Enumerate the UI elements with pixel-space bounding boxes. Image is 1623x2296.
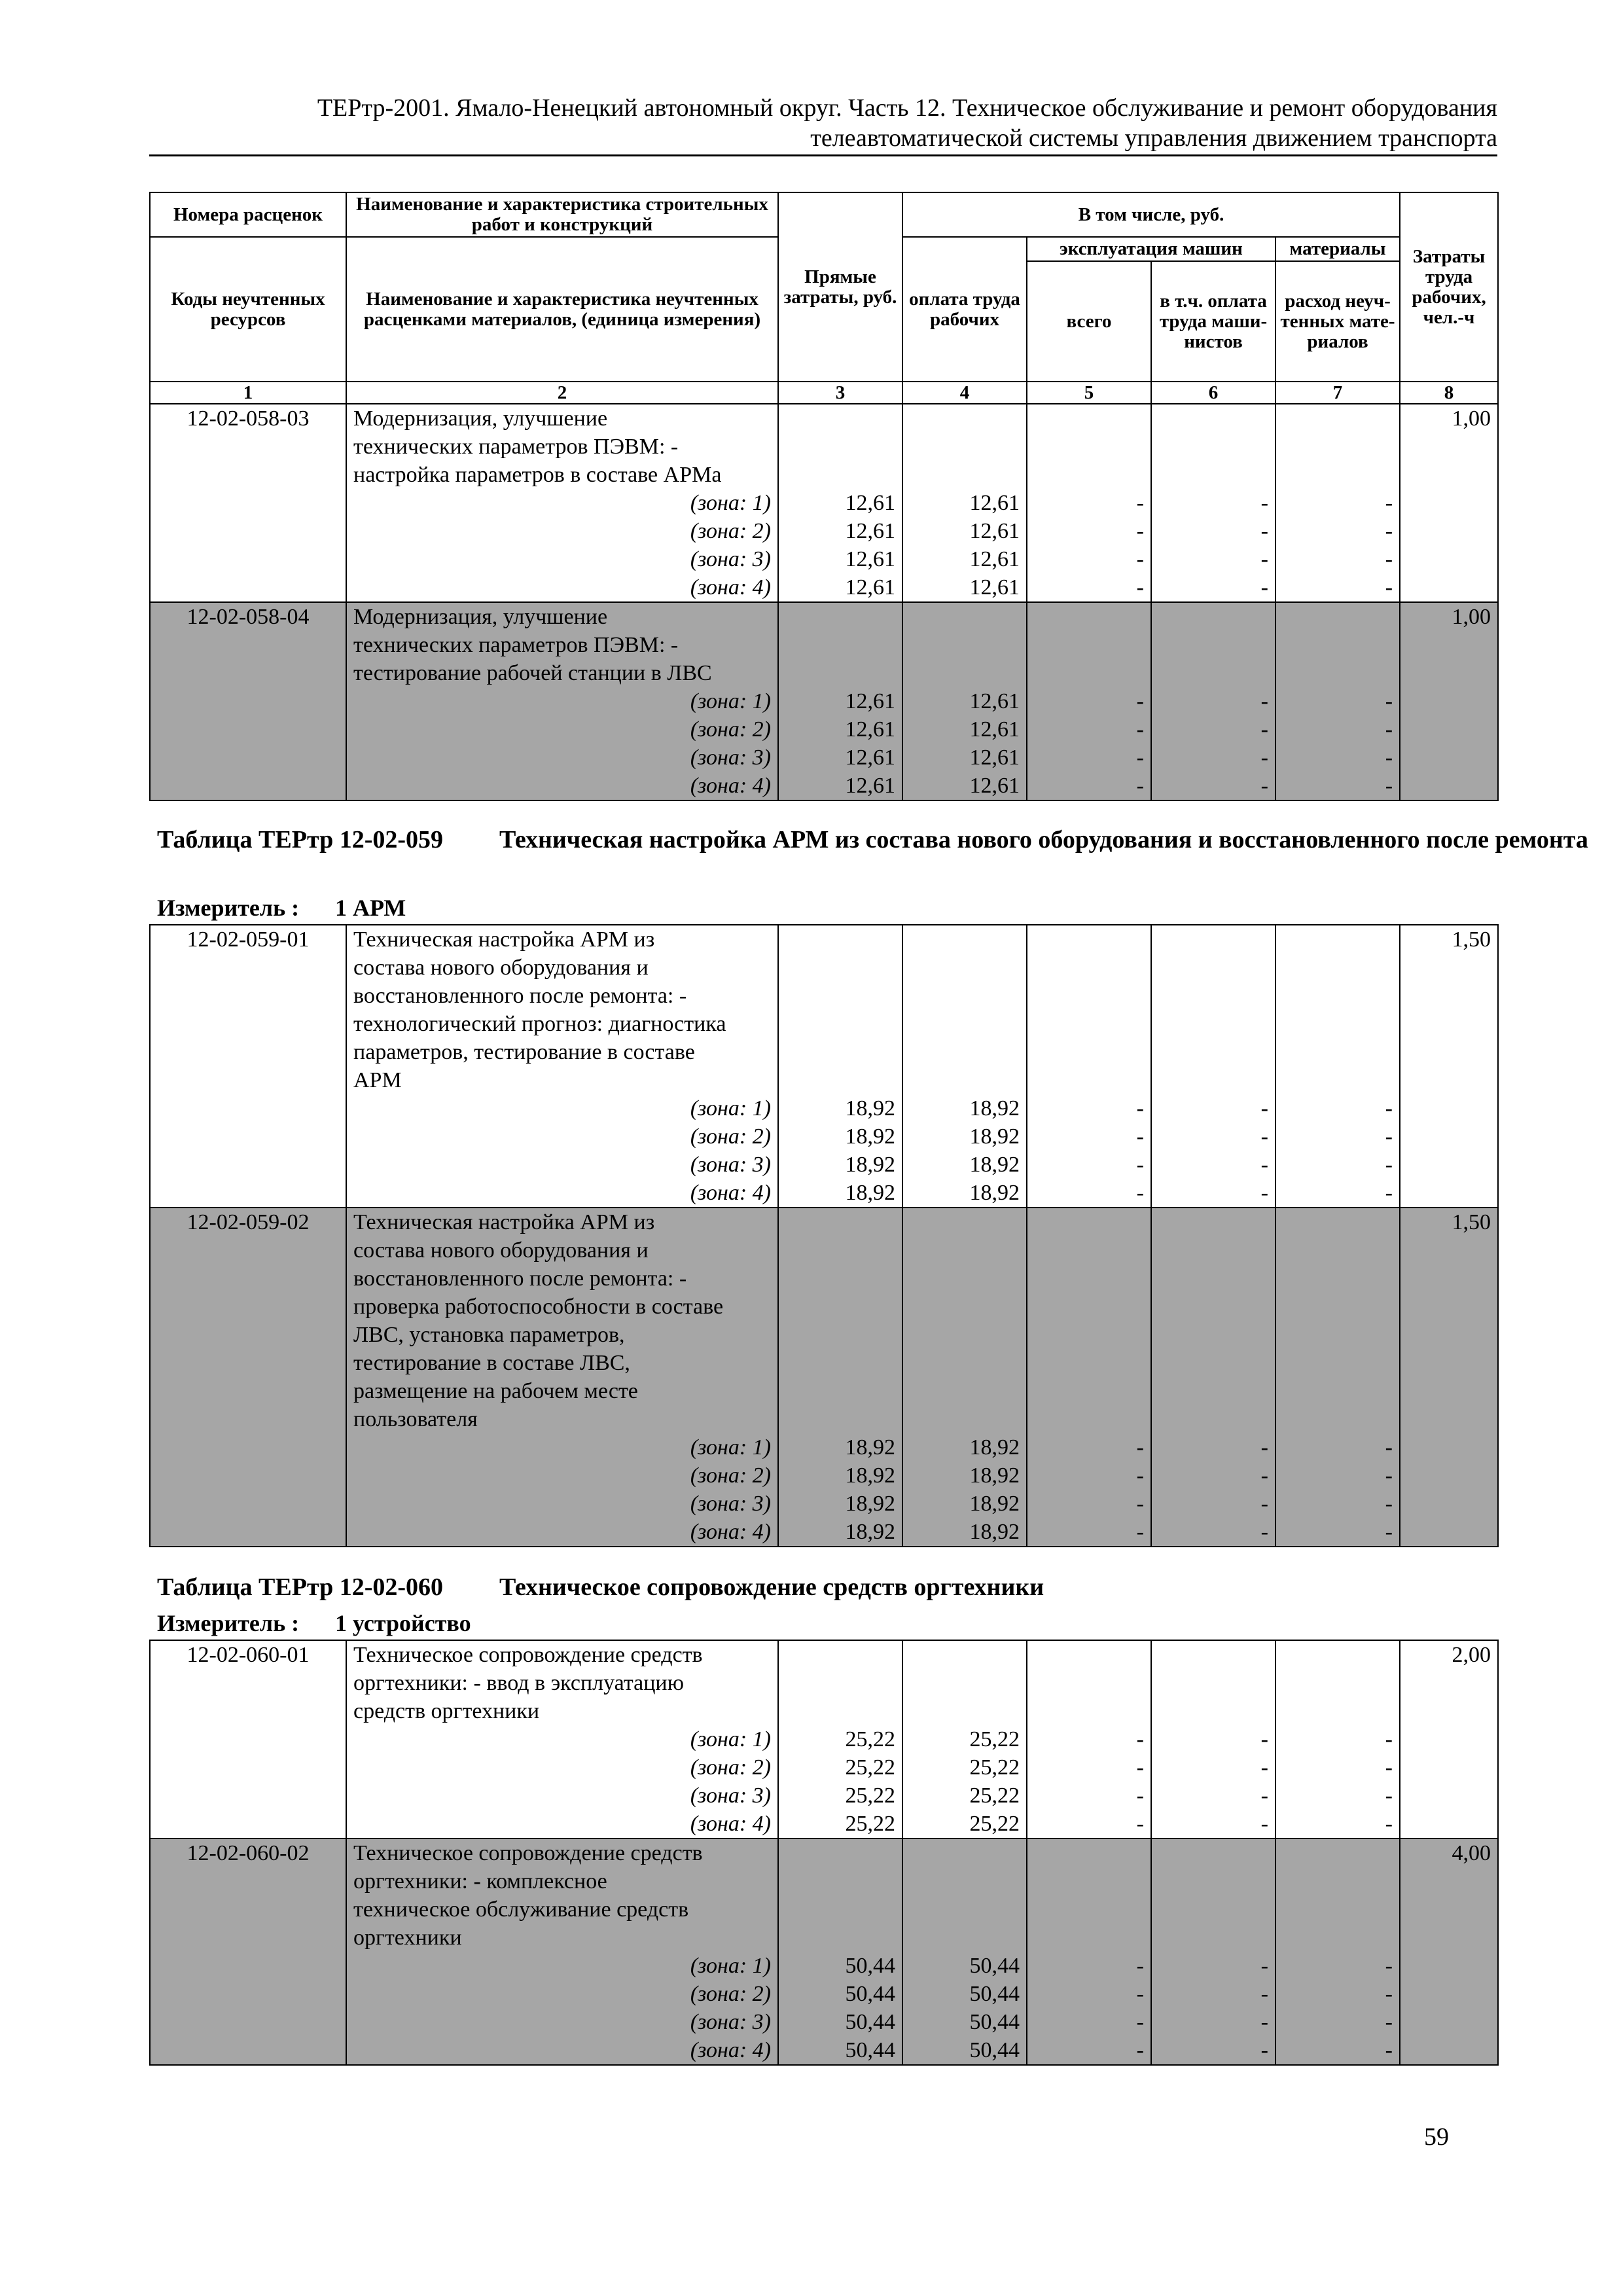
unaccounted-materials-value: - — [1385, 519, 1393, 543]
rate-code: 12-02-058-03 — [150, 404, 346, 602]
machines-total-value: - — [1136, 1727, 1144, 1751]
operator-wages-value: - — [1260, 491, 1268, 515]
description-line: Техническое сопровождение средств — [353, 1643, 703, 1667]
zone-label: (зона: 4) — [690, 575, 771, 600]
operator-wages-value: - — [1260, 547, 1268, 571]
col-number: 6 — [1151, 382, 1275, 404]
rates-table-059 — [149, 924, 1499, 1547]
direct-cost-value: 12,61 — [845, 745, 895, 770]
direct-cost-value: 25,22 — [845, 1784, 895, 1808]
description-line: состава нового оборудования и — [353, 956, 649, 980]
machines-total — [1027, 602, 1151, 800]
col-materials-name-header: Наименование и характеристика неучтенных расценками материалов, (единица измерения) — [346, 237, 778, 382]
table-row — [150, 602, 1498, 800]
worker-wages-value: 18,92 — [969, 1463, 1020, 1488]
worker-wages-value: 25,22 — [969, 1727, 1020, 1751]
zone-label: (зона: 4) — [690, 1181, 771, 1205]
unaccounted-materials — [1275, 925, 1400, 1208]
operator-wages-value: - — [1260, 1096, 1268, 1121]
machines-total-value: - — [1136, 1463, 1144, 1488]
unaccounted-materials — [1275, 602, 1400, 800]
description-line: восстановленного после ремонта: - — [353, 1266, 687, 1291]
direct-cost-value: 12,61 — [845, 689, 895, 713]
operator-wages-value: - — [1260, 1435, 1268, 1460]
page-header — [149, 93, 1497, 156]
direct-cost — [778, 602, 902, 800]
unaccounted-materials-value: - — [1385, 2038, 1393, 2062]
unaccounted-materials-value: - — [1385, 1463, 1393, 1488]
unaccounted-materials-value: - — [1385, 547, 1393, 571]
table-060-label: Таблица ТЕРтр 12-02-060 — [157, 1573, 444, 1601]
description-line: оргтехники — [353, 1926, 462, 1950]
direct-cost-value: 12,61 — [845, 547, 895, 571]
operator-wages-value: - — [1260, 1124, 1268, 1149]
machines-total-value: - — [1136, 1982, 1144, 2006]
unaccounted-materials-value: - — [1385, 1124, 1393, 1149]
direct-cost-value: 18,92 — [845, 1096, 895, 1121]
unaccounted-materials — [1275, 404, 1400, 602]
meter-label: Измеритель : — [157, 1610, 300, 1636]
page-number: 59 — [1424, 2123, 1449, 2151]
description-line: восстановленного после ремонта: - — [353, 984, 687, 1008]
operator-wages — [1151, 1208, 1275, 1547]
worker-wages-value: 12,61 — [969, 547, 1020, 571]
zone-label: (зона: 4) — [690, 774, 771, 798]
zone-label: (зона: 1) — [690, 689, 771, 713]
worker-wages — [902, 602, 1027, 800]
description-line: Модернизация, улучшение — [353, 605, 608, 629]
worker-wages-value: 12,61 — [969, 491, 1020, 515]
machines-total-value: - — [1136, 1954, 1144, 1978]
unaccounted-materials-value: - — [1385, 491, 1393, 515]
worker-wages-value: 50,44 — [969, 1954, 1020, 1978]
operator-wages — [1151, 1839, 1275, 2065]
unaccounted-materials-value: - — [1385, 745, 1393, 770]
col-labor-header: Затраты труда рабочих, чел.-ч — [1400, 192, 1498, 382]
col-number: 5 — [1027, 382, 1151, 404]
operator-wages-value: - — [1260, 689, 1268, 713]
unaccounted-materials-value: - — [1385, 1096, 1393, 1121]
worker-wages-value: 25,22 — [969, 1812, 1020, 1836]
zone-label: (зона: 4) — [690, 1812, 771, 1836]
direct-cost-value: 12,61 — [845, 519, 895, 543]
operator-wages — [1151, 602, 1275, 800]
machines-total-value: - — [1136, 2010, 1144, 2034]
zone-label: (зона: 3) — [690, 1784, 771, 1808]
operator-wages-value: - — [1260, 717, 1268, 742]
zone-label: (зона: 2) — [690, 1982, 771, 2006]
direct-cost-value: 25,22 — [845, 1755, 895, 1780]
description-line: пользователя — [353, 1407, 478, 1431]
direct-cost-value: 12,61 — [845, 717, 895, 742]
direct-cost — [778, 1208, 902, 1547]
labor-hours: 4,00 — [1400, 1839, 1498, 2065]
operator-wages-value: - — [1260, 1954, 1268, 1978]
worker-wages-value: 50,44 — [969, 2038, 1020, 2062]
col-number: 7 — [1275, 382, 1400, 404]
zone-label: (зона: 2) — [690, 1755, 771, 1780]
description-line: технических параметров ПЭВМ: - — [353, 435, 679, 459]
direct-cost-value: 25,22 — [845, 1727, 895, 1751]
unaccounted-materials-value: - — [1385, 717, 1393, 742]
operator-wages-value: - — [1260, 1492, 1268, 1516]
machines-total-value: - — [1136, 1812, 1144, 1836]
column-number-row — [150, 382, 1498, 404]
machines-total-value: - — [1136, 689, 1144, 713]
col-machines-total-header: всего — [1027, 261, 1151, 382]
description-line: настройка параметров в составе АРМа — [353, 463, 722, 487]
operator-wages-value: - — [1260, 774, 1268, 798]
table-row — [150, 1640, 1498, 1839]
direct-cost — [778, 404, 902, 602]
unaccounted-materials-value: - — [1385, 1181, 1393, 1205]
labor-hours: 1,00 — [1400, 602, 1498, 800]
worker-wages-value: 18,92 — [969, 1153, 1020, 1177]
table-059-label: Таблица ТЕРтр 12-02-059 — [157, 826, 444, 853]
table-060-title: Техническое сопровождение средств оргтехники — [499, 1573, 1044, 1601]
direct-cost-value: 50,44 — [845, 2010, 895, 2034]
description-line: Модернизация, улучшение — [353, 406, 608, 431]
operator-wages-value: - — [1260, 1982, 1268, 2006]
meter-label: Измеритель : — [157, 895, 300, 921]
machines-total-value: - — [1136, 519, 1144, 543]
worker-wages-value: 12,61 — [969, 717, 1020, 742]
unaccounted-materials-value: - — [1385, 1784, 1393, 1808]
col-group-header: В том числе, руб. — [902, 192, 1400, 237]
direct-cost-value: 18,92 — [845, 1463, 895, 1488]
direct-cost-value: 18,92 — [845, 1124, 895, 1149]
operator-wages-value: - — [1260, 575, 1268, 600]
zone-label: (зона: 3) — [690, 547, 771, 571]
operator-wages-value: - — [1260, 745, 1268, 770]
table-row — [150, 1208, 1498, 1547]
direct-cost — [778, 925, 902, 1208]
work-description — [346, 404, 778, 602]
col-number: 8 — [1400, 382, 1498, 404]
operator-wages — [1151, 1640, 1275, 1839]
worker-wages-value: 50,44 — [969, 1982, 1020, 2006]
unaccounted-materials-value: - — [1385, 1812, 1393, 1836]
zone-label: (зона: 1) — [690, 1096, 771, 1121]
unaccounted-materials — [1275, 1208, 1400, 1547]
rate-code: 12-02-060-01 — [150, 1640, 346, 1839]
table-row — [150, 925, 1498, 1208]
machines-total-value: - — [1136, 491, 1144, 515]
direct-cost-value: 18,92 — [845, 1435, 895, 1460]
machines-total-value: - — [1136, 1181, 1144, 1205]
rate-code: 12-02-058-04 — [150, 602, 346, 800]
direct-cost-value: 12,61 — [845, 575, 895, 600]
operator-wages-value: - — [1260, 1784, 1268, 1808]
table-059-title: Техническая настройка АРМ из состава нового оборудования и восстановленного после ремонта — [499, 826, 1588, 853]
work-description — [346, 1208, 778, 1547]
col-resource-codes-header: Коды неучтенных ресурсов — [150, 237, 346, 382]
direct-cost-value: 12,61 — [845, 491, 895, 515]
rate-code: 12-02-060-02 — [150, 1839, 346, 2065]
worker-wages-value: 12,61 — [969, 689, 1020, 713]
operator-wages-value: - — [1260, 2010, 1268, 2034]
operator-wages-value: - — [1260, 1755, 1268, 1780]
worker-wages-value: 12,61 — [969, 575, 1020, 600]
zone-label: (зона: 3) — [690, 1153, 771, 1177]
unaccounted-materials-value: - — [1385, 1492, 1393, 1516]
machines-total-value: - — [1136, 1153, 1144, 1177]
description-line: состава нового оборудования и — [353, 1238, 649, 1263]
worker-wages-value: 25,22 — [969, 1755, 1020, 1780]
worker-wages-value: 18,92 — [969, 1181, 1020, 1205]
zone-label: (зона: 1) — [690, 1954, 771, 1978]
meter-unit: 1 устройство — [335, 1610, 471, 1636]
machines-total-value: - — [1136, 717, 1144, 742]
rate-code: 12-02-059-02 — [150, 1208, 346, 1547]
worker-wages — [902, 1839, 1027, 2065]
machines-total-value: - — [1136, 1492, 1144, 1516]
worker-wages-value: 18,92 — [969, 1492, 1020, 1516]
description-line: Техническая настройка АРМ из — [353, 1210, 655, 1234]
unaccounted-materials-value: - — [1385, 1755, 1393, 1780]
col-work-name-header: Наименование и характеристика строительных работ и конструкций — [346, 192, 778, 237]
direct-cost-value: 18,92 — [845, 1181, 895, 1205]
machines-total-value: - — [1136, 547, 1144, 571]
col-number: 4 — [902, 382, 1027, 404]
description-line: Техническое сопровождение средств — [353, 1841, 703, 1865]
unaccounted-materials-value: - — [1385, 1435, 1393, 1460]
zone-label: (зона: 3) — [690, 745, 771, 770]
worker-wages — [902, 1640, 1027, 1839]
description-line: АРМ — [353, 1068, 402, 1092]
description-line: размещение на рабочем месте — [353, 1379, 638, 1403]
work-description — [346, 602, 778, 800]
labor-hours: 2,00 — [1400, 1640, 1498, 1839]
machines-total — [1027, 1640, 1151, 1839]
machines-total-value: - — [1136, 575, 1144, 600]
labor-hours: 1,50 — [1400, 1208, 1498, 1547]
machines-total-value: - — [1136, 745, 1144, 770]
work-description — [346, 1839, 778, 2065]
direct-cost-value: 18,92 — [845, 1153, 895, 1177]
worker-wages-value: 18,92 — [969, 1520, 1020, 1544]
col-wages-header: оплата труда рабочих — [902, 237, 1027, 382]
work-description — [346, 925, 778, 1208]
description-line: проверка работоспособности в составе — [353, 1295, 724, 1319]
zone-label: (зона: 1) — [690, 1727, 771, 1751]
description-line: тестирование рабочей станции в ЛВС — [353, 661, 712, 685]
operator-wages-value: - — [1260, 519, 1268, 543]
machines-total — [1027, 404, 1151, 602]
description-line: техническое обслуживание средств — [353, 1897, 689, 1922]
unaccounted-materials-value: - — [1385, 1153, 1393, 1177]
col-materials-header: материалы — [1275, 237, 1400, 261]
worker-wages-value: 12,61 — [969, 774, 1020, 798]
unaccounted-materials — [1275, 1839, 1400, 2065]
col-rate-numbers-header: Номера расценок — [150, 192, 346, 237]
direct-cost-value: 50,44 — [845, 2038, 895, 2062]
zone-label: (зона: 4) — [690, 1520, 771, 1544]
zone-label: (зона: 2) — [690, 717, 771, 742]
unaccounted-materials-value: - — [1385, 689, 1393, 713]
header-line-2: телеавтоматической системы управления движением транспорта — [810, 124, 1497, 152]
description-line: параметров, тестирование в составе — [353, 1040, 695, 1064]
operator-wages-value: - — [1260, 1463, 1268, 1488]
operator-wages-value: - — [1260, 1181, 1268, 1205]
machines-total-value: - — [1136, 1435, 1144, 1460]
description-line: технических параметров ПЭВМ: - — [353, 633, 679, 657]
machines-total-value: - — [1136, 1784, 1144, 1808]
direct-cost-value: 50,44 — [845, 1982, 895, 2006]
table-060-meter — [157, 1609, 471, 1638]
worker-wages-value: 50,44 — [969, 2010, 1020, 2034]
operator-wages — [1151, 925, 1275, 1208]
machines-total-value: - — [1136, 1124, 1144, 1149]
work-description — [346, 1640, 778, 1839]
direct-cost — [778, 1640, 902, 1839]
description-line: оргтехники: - ввод в эксплуатацию — [353, 1671, 685, 1695]
unaccounted-materials — [1275, 1640, 1400, 1839]
zone-label: (зона: 3) — [690, 1492, 771, 1516]
col-operator-wages-header: в т.ч. оплата труда маши-нистов — [1151, 261, 1275, 382]
direct-cost-value: 12,61 — [845, 774, 895, 798]
machines-total-value: - — [1136, 1096, 1144, 1121]
col-number: 1 — [150, 382, 346, 404]
table-row — [150, 1839, 1498, 2065]
operator-wages-value: - — [1260, 2038, 1268, 2062]
operator-wages-value: - — [1260, 1727, 1268, 1751]
machines-total-value: - — [1136, 774, 1144, 798]
worker-wages-value: 18,92 — [969, 1096, 1020, 1121]
description-line: Техническая настройка АРМ из — [353, 927, 655, 952]
zone-label: (зона: 2) — [690, 1463, 771, 1488]
col-number: 3 — [778, 382, 902, 404]
machines-total-value: - — [1136, 1520, 1144, 1544]
description-line: ЛВС, установка параметров, — [353, 1323, 625, 1347]
direct-cost — [778, 1839, 902, 2065]
zone-label: (зона: 3) — [690, 2010, 771, 2034]
rates-table-060 — [149, 1640, 1499, 2066]
zone-label: (зона: 2) — [690, 519, 771, 543]
col-unaccounted-materials-header: расход неуч-тенных мате-риалов — [1275, 261, 1400, 382]
worker-wages-value: 18,92 — [969, 1124, 1020, 1149]
machines-total-value: - — [1136, 2038, 1144, 2062]
worker-wages — [902, 404, 1027, 602]
header-line-1: ТЕРтр-2001. Ямало-Ненецкий автономный округ. Часть 12. Техническое обслуживание и ремонт оборудования — [317, 94, 1497, 122]
col-number: 2 — [346, 382, 778, 404]
unaccounted-materials-value: - — [1385, 1520, 1393, 1544]
machines-total-value: - — [1136, 1755, 1144, 1780]
col-machine-operation-header: эксплуатация машин — [1027, 237, 1275, 261]
direct-cost-value: 18,92 — [845, 1492, 895, 1516]
col-direct-costs-header: Прямые затраты, руб. — [778, 192, 902, 382]
operator-wages-value: - — [1260, 1520, 1268, 1544]
worker-wages-value: 12,61 — [969, 745, 1020, 770]
rate-code: 12-02-059-01 — [150, 925, 346, 1208]
table-row — [150, 404, 1498, 602]
zone-label: (зона: 1) — [690, 1435, 771, 1460]
description-line: оргтехники: - комплексное — [353, 1869, 607, 1893]
meter-unit: 1 АРМ — [335, 895, 406, 921]
operator-wages — [1151, 404, 1275, 602]
unaccounted-materials-value: - — [1385, 1982, 1393, 2006]
machines-total — [1027, 1208, 1151, 1547]
unaccounted-materials-value: - — [1385, 1954, 1393, 1978]
description-line: средств оргтехники — [353, 1699, 540, 1723]
operator-wages-value: - — [1260, 1153, 1268, 1177]
direct-cost-value: 18,92 — [845, 1520, 895, 1544]
zone-label: (зона: 1) — [690, 491, 771, 515]
machines-total — [1027, 1839, 1151, 2065]
unaccounted-materials-value: - — [1385, 774, 1393, 798]
rates-table-058 — [149, 192, 1499, 801]
description-line: тестирование в составе ЛВС, — [353, 1351, 630, 1375]
description-line: технологический прогноз: диагностика — [353, 1012, 726, 1036]
worker-wages-value: 12,61 — [969, 519, 1020, 543]
direct-cost-value: 25,22 — [845, 1812, 895, 1836]
direct-cost-value: 50,44 — [845, 1954, 895, 1978]
unaccounted-materials-value: - — [1385, 575, 1393, 600]
worker-wages-value: 25,22 — [969, 1784, 1020, 1808]
unaccounted-materials-value: - — [1385, 1727, 1393, 1751]
worker-wages — [902, 925, 1027, 1208]
worker-wages-value: 18,92 — [969, 1435, 1020, 1460]
labor-hours: 1,00 — [1400, 404, 1498, 602]
zone-label: (зона: 4) — [690, 2038, 771, 2062]
worker-wages — [902, 1208, 1027, 1547]
unaccounted-materials-value: - — [1385, 2010, 1393, 2034]
machines-total — [1027, 925, 1151, 1208]
table-059-meter — [157, 893, 406, 922]
zone-label: (зона: 2) — [690, 1124, 771, 1149]
operator-wages-value: - — [1260, 1812, 1268, 1836]
labor-hours: 1,50 — [1400, 925, 1498, 1208]
